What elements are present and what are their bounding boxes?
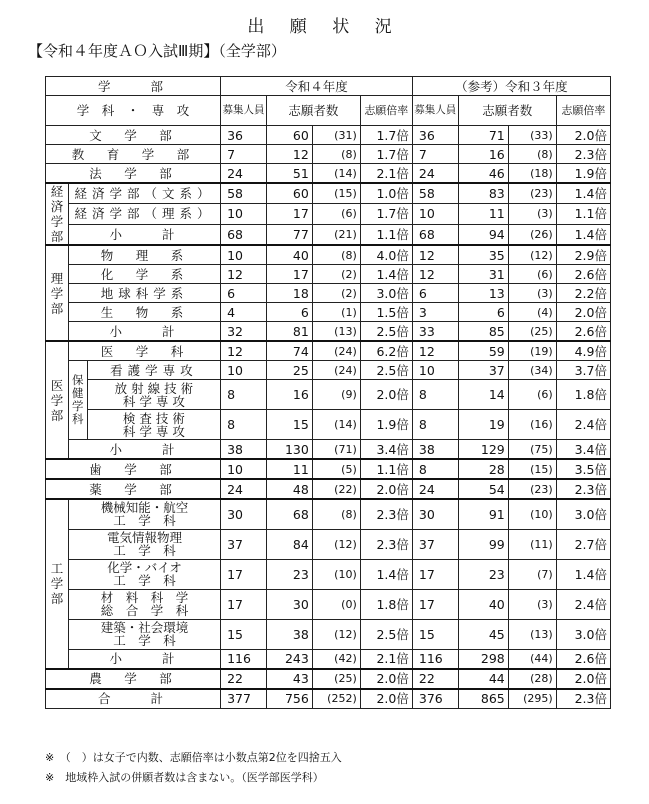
row-label-line1: 検 査 技 術 [122,410,185,426]
row-label: 歯 学 部 [46,459,221,479]
applicants-r3: 23 [458,559,508,589]
applicants-r3: 40 [458,589,508,619]
capacity-r4: 37 [221,529,267,559]
female-r4: (21) [312,224,360,245]
female-r3: (3) [508,204,556,224]
capacity-r3: 24 [412,164,458,184]
ratio-r4: 1.4倍 [360,559,412,589]
ratio-r3: 2.9倍 [556,245,610,265]
ratio-r4: 6.2倍 [360,341,412,361]
capacity-r3: 10 [412,361,458,380]
female-r3: (25) [508,322,556,342]
capacity-r4: 17 [221,559,267,589]
capacity-r4: 17 [221,589,267,619]
capacity-r4: 15 [221,619,267,649]
capacity-r4: 377 [221,689,267,709]
applicants-r3: 28 [458,459,508,479]
female-r4: (9) [312,380,360,410]
row-label-line2: 総 合 学 科 [100,603,189,618]
female-r3: (15) [508,459,556,479]
applicants-r3: 16 [458,145,508,164]
header-row-1 [46,77,611,96]
applicants-r3: 13 [458,284,508,303]
applicants-r4: 16 [266,380,312,410]
applicants-r4: 74 [266,341,312,361]
applicants-r3: 91 [458,499,508,529]
ratio-r4: 2.0倍 [360,689,412,709]
row-label-line2: 科 学 専 攻 [122,423,185,439]
ratio-r4: 1.9倍 [360,410,412,440]
capacity-r4: 10 [221,204,267,224]
applicants-r4: 12 [266,145,312,164]
applicants-r3: 14 [458,380,508,410]
capacity-r3: 12 [412,341,458,361]
ratio-r3: 2.0倍 [556,303,610,322]
header-r3: （参考）令和３年度 [412,77,610,96]
ratio-r4: 1.5倍 [360,303,412,322]
ratio-r3: 2.6倍 [556,649,610,669]
capacity-r3: 38 [412,440,458,460]
female-r4: (1) [312,303,360,322]
capacity-r4: 30 [221,499,267,529]
female-r3: (28) [508,669,556,689]
applicants-r3: 298 [458,649,508,669]
table-row [46,380,611,410]
table-row [46,265,611,284]
table-row [46,440,611,460]
applicants-r3: 31 [458,265,508,284]
female-r3: (23) [508,183,556,204]
header-boshu-r4: 募集人員 [221,96,267,126]
row-label-line2: 科 学 専 攻 [122,393,185,409]
table-row [46,204,611,224]
female-r4: (24) [312,361,360,380]
subtotal-label: 小 計 [68,649,220,669]
female-r4: (8) [312,145,360,164]
ratio-r4: 2.3倍 [360,499,412,529]
female-r4: (13) [312,322,360,342]
female-r4: (31) [312,126,360,145]
subtotal-label: 小 計 [68,322,220,342]
table-row [46,341,611,361]
capacity-r3: 3 [412,303,458,322]
ratio-r4: 1.4倍 [360,265,412,284]
ratio-r4: 2.5倍 [360,361,412,380]
female-r4: (12) [312,529,360,559]
applicants-r3: 129 [458,440,508,460]
applicants-r4: 756 [266,689,312,709]
header-gakubu: 学 部 [46,77,221,96]
table-row [46,284,611,303]
ratio-r3: 2.6倍 [556,322,610,342]
table-row [46,479,611,499]
ratio-r3: 3.7倍 [556,361,610,380]
row-label-line1: 電気情報物理 [107,530,183,545]
capacity-r3: 7 [412,145,458,164]
female-r4: (5) [312,459,360,479]
female-r4: (24) [312,341,360,361]
ratio-r4: 1.0倍 [360,183,412,204]
female-r3: (6) [508,265,556,284]
ratio-r3: 1.4倍 [556,224,610,245]
applicants-r4: 77 [266,224,312,245]
capacity-r3: 33 [412,322,458,342]
row-label: 経済学部（文系） [68,183,220,204]
applicants-r3: 6 [458,303,508,322]
row-label: 医 学 科 [68,341,220,361]
applicants-r3: 85 [458,322,508,342]
capacity-r4: 32 [221,322,267,342]
female-r4: (42) [312,649,360,669]
row-label [68,529,220,559]
ratio-r3: 3.0倍 [556,619,610,649]
row-label: 地球科学系 [68,284,220,303]
capacity-r3: 8 [412,380,458,410]
capacity-r4: 116 [221,649,267,669]
capacity-r4: 10 [221,459,267,479]
ratio-r3: 4.9倍 [556,341,610,361]
applicants-r4: 30 [266,589,312,619]
ratio-r3: 2.2倍 [556,284,610,303]
applicants-r3: 19 [458,410,508,440]
capacity-r3: 36 [412,126,458,145]
female-r3: (33) [508,126,556,145]
applicants-r3: 11 [458,204,508,224]
applicants-r4: 40 [266,245,312,265]
row-label-line1: 機械知能・航空 [100,500,189,516]
ratio-r3: 1.8倍 [556,380,610,410]
female-r4: (14) [312,410,360,440]
ratio-r4: 2.3倍 [360,529,412,559]
table-row [46,224,611,245]
ratio-r3: 2.0倍 [556,669,610,689]
capacity-r4: 7 [221,145,267,164]
applicants-r4: 130 [266,440,312,460]
application-status-table [45,76,611,709]
subtotal-label: 小 計 [68,440,220,460]
ratio-r3: 2.0倍 [556,126,610,145]
capacity-r3: 68 [412,224,458,245]
capacity-r4: 10 [221,361,267,380]
table-row [46,559,611,589]
capacity-r4: 22 [221,669,267,689]
capacity-r3: 8 [412,459,458,479]
ratio-r4: 1.1倍 [360,224,412,245]
capacity-r4: 68 [221,224,267,245]
table-row [46,164,611,184]
female-r4: (8) [312,245,360,265]
female-r3: (11) [508,529,556,559]
applicants-r3: 35 [458,245,508,265]
applicants-r4: 17 [266,265,312,284]
applicants-r3: 37 [458,361,508,380]
applicants-r3: 99 [458,529,508,559]
capacity-r3: 12 [412,265,458,284]
row-label: 物 理 系 [68,245,220,265]
applicants-r4: 38 [266,619,312,649]
female-r3: (3) [508,589,556,619]
header-bairitsu-r4: 志願倍率 [360,96,412,126]
applicants-r4: 18 [266,284,312,303]
applicants-r3: 865 [458,689,508,709]
row-label: 薬 学 部 [46,479,221,499]
row-label [68,559,220,589]
table-row [46,410,611,440]
capacity-r4: 8 [221,380,267,410]
table-row [46,529,611,559]
capacity-r4: 12 [221,341,267,361]
row-label: 看護学専攻 [87,361,220,380]
capacity-r3: 8 [412,410,458,440]
page-subtitle: 【令和４年度ＡＯ入試Ⅲ期】（全学部） [28,42,286,60]
row-label: 教 育 学 部 [46,145,221,164]
row-label-line1: 材 料 科 学 [100,590,189,605]
ratio-r4: 4.0倍 [360,245,412,265]
ratio-r3: 2.4倍 [556,589,610,619]
group-label: 理 学 部 [46,245,69,341]
row-label: 文 学 部 [46,126,221,145]
subgroup-label: 保 健 学 科 [68,361,87,440]
ratio-r3: 1.4倍 [556,183,610,204]
ratio-r4: 2.0倍 [360,380,412,410]
row-label-line2: 工 学 科 [113,633,176,648]
ratio-r3: 3.4倍 [556,440,610,460]
row-label-line1: 化学・バイオ [107,560,182,575]
ratio-r4: 1.7倍 [360,204,412,224]
applicants-r4: 25 [266,361,312,380]
header-row-2 [46,96,611,126]
applicants-r3: 59 [458,341,508,361]
female-r3: (13) [508,619,556,649]
group-label: 工 学 部 [46,499,69,669]
applicants-r3: 83 [458,183,508,204]
row-label-line2: 工 学 科 [113,573,176,588]
ratio-r3: 3.5倍 [556,459,610,479]
capacity-r3: 15 [412,619,458,649]
female-r4: (71) [312,440,360,460]
capacity-r3: 10 [412,204,458,224]
table-row [46,689,611,709]
capacity-r4: 12 [221,265,267,284]
ratio-r3: 1.1倍 [556,204,610,224]
row-label-line1: 放 射 線 技 術 [114,380,194,396]
header-bairitsu-r3: 志願倍率 [556,96,610,126]
female-r4: (25) [312,669,360,689]
female-r4: (252) [312,689,360,709]
female-r4: (2) [312,284,360,303]
female-r4: (6) [312,204,360,224]
applicants-r4: 17 [266,204,312,224]
female-r4: (14) [312,164,360,184]
ratio-r4: 2.0倍 [360,669,412,689]
capacity-r3: 12 [412,245,458,265]
capacity-r4: 36 [221,126,267,145]
capacity-r3: 24 [412,479,458,499]
ratio-r4: 1.7倍 [360,126,412,145]
table-row [46,649,611,669]
applicants-r4: 11 [266,459,312,479]
capacity-r3: 17 [412,589,458,619]
table-row [46,126,611,145]
applicants-r4: 81 [266,322,312,342]
female-r3: (23) [508,479,556,499]
row-label: 経済学部（理系） [68,204,220,224]
applicants-r3: 71 [458,126,508,145]
table-row [46,361,611,380]
female-r3: (7) [508,559,556,589]
capacity-r3: 58 [412,183,458,204]
table-row [46,619,611,649]
capacity-r3: 116 [412,649,458,669]
female-r3: (10) [508,499,556,529]
ratio-r3: 2.3倍 [556,689,610,709]
capacity-r3: 376 [412,689,458,709]
female-r4: (8) [312,499,360,529]
ratio-r3: 1.4倍 [556,559,610,589]
female-r3: (3) [508,284,556,303]
ratio-r3: 2.7倍 [556,529,610,559]
female-r3: (75) [508,440,556,460]
female-r3: (34) [508,361,556,380]
table-row [46,183,611,204]
row-label [68,589,220,619]
capacity-r3: 6 [412,284,458,303]
female-r4: (22) [312,479,360,499]
group-label: 経 済 学 部 [46,183,69,245]
capacity-r4: 6 [221,284,267,303]
row-label: 合 計 [46,689,221,709]
applicants-r3: 44 [458,669,508,689]
applicants-r4: 6 [266,303,312,322]
ratio-r4: 2.1倍 [360,649,412,669]
table-row [46,145,611,164]
header-r4: 令和４年度 [221,77,413,96]
female-r3: (12) [508,245,556,265]
row-label-line2: 工 学 科 [113,513,176,529]
capacity-r3: 30 [412,499,458,529]
note-1: ※ （ ）は女子で内数、志願倍率は小数点第2位を四捨五入 [45,751,342,764]
applicants-r4: 23 [266,559,312,589]
female-r3: (16) [508,410,556,440]
female-r3: (19) [508,341,556,361]
row-label [68,499,220,529]
applicants-r4: 68 [266,499,312,529]
table-row [46,589,611,619]
row-label: 化 学 系 [68,265,220,284]
female-r3: (18) [508,164,556,184]
row-label [87,410,220,440]
female-r4: (10) [312,559,360,589]
ratio-r4: 3.4倍 [360,440,412,460]
applicants-r4: 43 [266,669,312,689]
ratio-r3: 3.0倍 [556,499,610,529]
capacity-r4: 24 [221,479,267,499]
applicants-r4: 51 [266,164,312,184]
table-row [46,322,611,342]
ratio-r4: 2.0倍 [360,479,412,499]
note-2: ※ 地域枠入試の併願者数は含まない。（医学部医学科） [45,771,324,784]
subtotal-label: 小 計 [68,224,220,245]
row-label: 生 物 系 [68,303,220,322]
capacity-r3: 17 [412,559,458,589]
group-label: 医 学 部 [46,341,69,459]
row-label [68,619,220,649]
female-r4: (0) [312,589,360,619]
capacity-r4: 58 [221,183,267,204]
applicants-r4: 48 [266,479,312,499]
table-row [46,303,611,322]
capacity-r4: 8 [221,410,267,440]
female-r4: (2) [312,265,360,284]
applicants-r4: 15 [266,410,312,440]
header-gakka: 学 科 ・ 専 攻 [46,96,221,126]
ratio-r4: 1.7倍 [360,145,412,164]
header-boshu-r3: 募集人員 [412,96,458,126]
ratio-r3: 2.3倍 [556,145,610,164]
capacity-r3: 37 [412,529,458,559]
row-label: 法 学 部 [46,164,221,184]
female-r3: (8) [508,145,556,164]
applicants-r4: 60 [266,183,312,204]
header-shigan-r4: 志願者数 [266,96,360,126]
table-row [46,245,611,265]
female-r4: (12) [312,619,360,649]
ratio-r4: 2.5倍 [360,322,412,342]
table-row [46,499,611,529]
female-r4: (15) [312,183,360,204]
applicants-r3: 45 [458,619,508,649]
ratio-r4: 3.0倍 [360,284,412,303]
table-row [46,669,611,689]
ratio-r3: 2.3倍 [556,479,610,499]
ratio-r4: 2.5倍 [360,619,412,649]
row-label [87,380,220,410]
ratio-r4: 1.8倍 [360,589,412,619]
applicants-r3: 94 [458,224,508,245]
ratio-r4: 1.1倍 [360,459,412,479]
female-r3: (4) [508,303,556,322]
female-r3: (44) [508,649,556,669]
female-r3: (6) [508,380,556,410]
female-r3: (26) [508,224,556,245]
ratio-r3: 2.6倍 [556,265,610,284]
applicants-r3: 46 [458,164,508,184]
applicants-r4: 243 [266,649,312,669]
capacity-r4: 10 [221,245,267,265]
applicants-r3: 54 [458,479,508,499]
ratio-r4: 2.1倍 [360,164,412,184]
row-label-line1: 建築・社会環境 [100,620,189,635]
page-title: 出 願 状 況 [247,17,402,37]
ratio-r3: 2.4倍 [556,410,610,440]
capacity-r3: 22 [412,669,458,689]
capacity-r4: 24 [221,164,267,184]
capacity-r4: 38 [221,440,267,460]
header-shigan-r3: 志願者数 [458,96,556,126]
applicants-r4: 84 [266,529,312,559]
applicants-r4: 60 [266,126,312,145]
row-label-line2: 工 学 科 [113,543,176,558]
capacity-r4: 4 [221,303,267,322]
row-label: 農 学 部 [46,669,221,689]
female-r3: (295) [508,689,556,709]
ratio-r3: 1.9倍 [556,164,610,184]
table-row [46,459,611,479]
